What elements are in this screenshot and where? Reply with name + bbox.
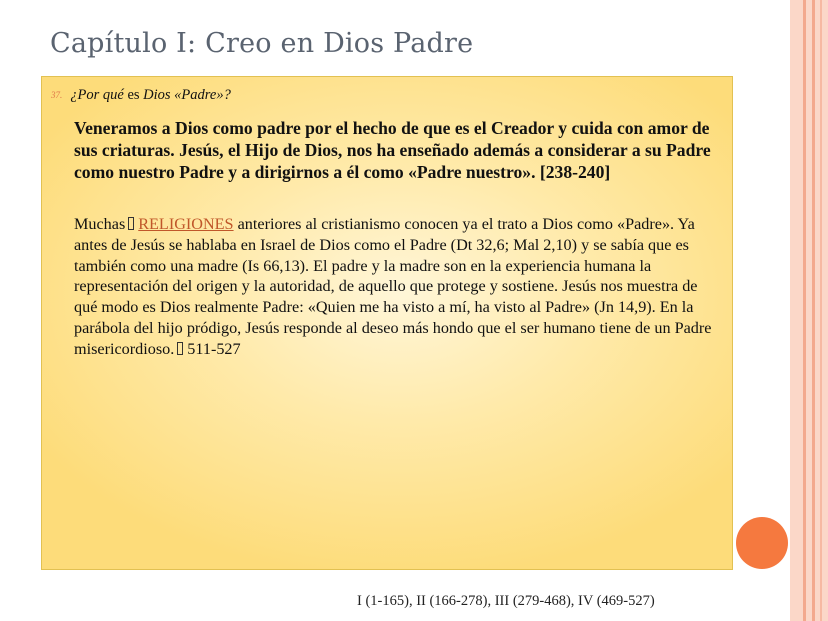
question-number: 37. <box>51 90 63 100</box>
commentary-text <box>74 214 719 360</box>
footer-section-ranges: I (1-165), II (166-278), III (279-468), IV (469-527) <box>357 593 655 609</box>
question-text-italic: Dios «Padre»? <box>143 87 231 103</box>
question-text: es <box>123 87 144 103</box>
question <box>51 87 231 104</box>
stripe-line <box>812 0 815 621</box>
commentary-body: anteriores al cristianismo conocen ya el trato a Dios como «Padre». Ya antes de Jesús se hablaba en Israel de Dios como el Padre (Dt 32,6; Mal 2,10) y se sabía que es también como una madre (Is 66,13). El padre y la madre son en la experiencia humana la representación del origen y la autoridad, de aquello que protege y sostiene. Jesús nos muestra de qué modo es Dios realmente Padre: «Quien me ha visto a mí, ha visto al Padre» (Jn 14,9). En la parábola del hijo pródigo, Jesús responde al deseo más hondo que el ser humano tiene de un Padre misericordioso. <box>74 215 712 358</box>
content-box <box>41 76 733 570</box>
stripe-line <box>820 0 822 621</box>
commentary-reference: 511-527 <box>187 339 241 358</box>
reference-arrow-icon <box>128 217 134 230</box>
orange-circle-decoration <box>736 517 788 569</box>
answer-text: Veneramos a Dios como padre por el hecho de que es el Creador y cuida con amor de sus criaturas. Jesús, el Hijo de Dios, nos ha enseñado además a considerar a su Padre como nuestro Padre y a dirigirnos a él como «Padre nuestro». [238-240] <box>74 118 711 182</box>
reference-arrow-icon <box>177 342 183 355</box>
religiones-link[interactable]: RELIGIONES <box>138 215 234 233</box>
slide-title: Capítulo I: Creo en Dios Padre <box>50 28 474 59</box>
right-stripe-decoration <box>790 0 828 621</box>
stripe-line <box>803 0 806 621</box>
question-text-italic: ¿Por qué <box>70 87 124 103</box>
commentary-start: Muchas <box>74 215 126 233</box>
